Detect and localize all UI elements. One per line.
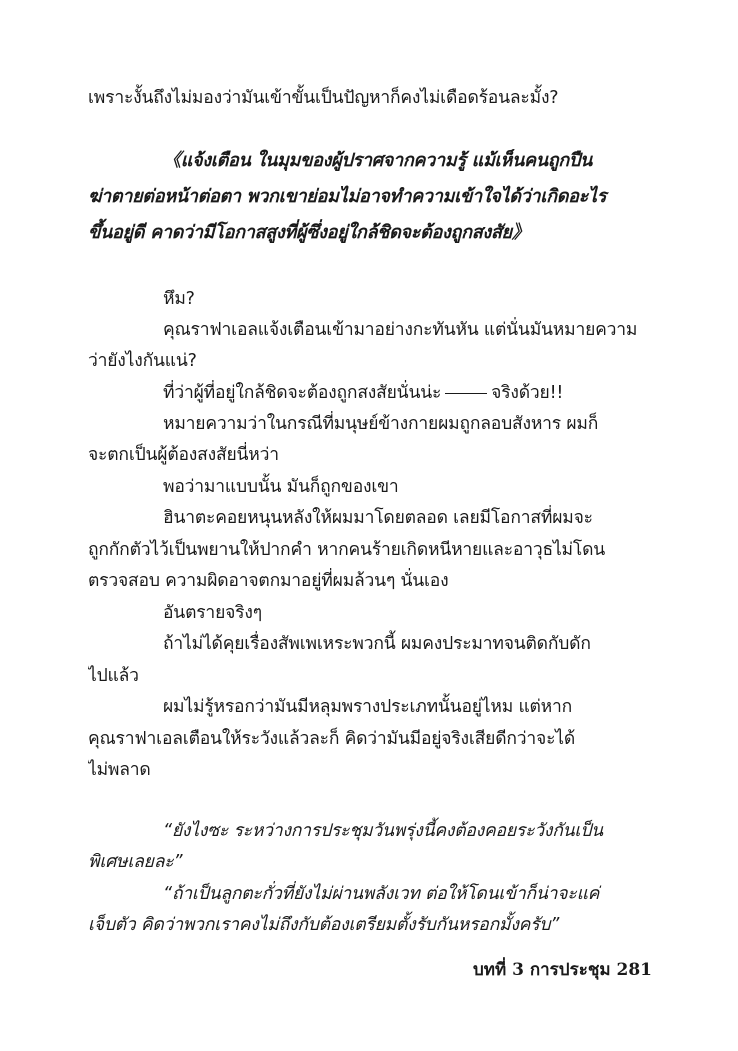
paragraph-line: อันตรายจริงๆ bbox=[163, 603, 262, 623]
paragraph-text: จริงด้วย!! bbox=[491, 383, 564, 403]
system-notice-line: 《แจ้งเตือน ในมุมของผู้ปราศจากความรู้ แม้เห็นคนถูกปืน bbox=[163, 150, 593, 171]
dialogue-line: พิเศษเลยละ” bbox=[88, 852, 183, 872]
paragraph-line: ไปแล้ว bbox=[88, 666, 139, 686]
paragraph-line: ถูกกักตัวไว้เป็นพยานให้ปากคำ หากคนร้ายเกิดหนีหายและอาวุธไม่โดน bbox=[88, 540, 606, 560]
paragraph-line: คุณราฟาเอลแจ้งเตือนเข้ามาอย่างกะทันหัน แต่นั่นมันหมายความ bbox=[163, 320, 638, 340]
paragraph-line: จะตกเป็นผู้ต้องสงสัยนี่หว่า bbox=[88, 445, 279, 465]
system-notice-line: ฆ่าตายต่อหน้าต่อตา พวกเขาย่อมไม่อาจทำความเข้าใจได้ว่าเกิดอะไร bbox=[88, 186, 607, 207]
paragraph-line: ว่ายังไงกันแน่? bbox=[88, 351, 197, 371]
system-notice-line: ขึ้นอยู่ดี คาดว่ามีโอกาสสูงที่ผู้ซึ่งอยู่ใกล้ชิดจะต้องถูกสงสัย》 bbox=[88, 222, 530, 243]
paragraph-line bbox=[163, 378, 650, 408]
paragraph-line: ผมไม่รู้หรอกว่ามันมีหลุมพรางประเภทนั้นอยู่ไหม แต่หาก bbox=[163, 697, 573, 717]
paragraph-line: หึม? bbox=[163, 289, 195, 309]
paragraph-line: หมายความว่าในกรณีที่มนุษย์ข้างกายผมถูกลอบสังหาร ผมก็ bbox=[163, 414, 599, 434]
paragraph-line: ไม่พลาด bbox=[88, 760, 151, 780]
paragraph-text: ที่ว่าผู้ที่อยู่ใกล้ชิดจะต้องถูกสงสัยนั่นน่ะ bbox=[163, 383, 442, 403]
dialogue-line: “ยังไงซะ ระหว่างการประชุมวันพรุ่งนี้คงต้องคอยระวังกันเป็น bbox=[163, 821, 603, 841]
dialogue-line: “ถ้าเป็นลูกตะกั่วที่ยังไม่ผ่านพลังเวท ต่อให้โดนเข้าก็น่าจะแค่ bbox=[163, 884, 600, 904]
paragraph-line: พอว่ามาแบบนั้น มันก็ถูกของเขา bbox=[163, 477, 399, 497]
dialogue-line: เจ็บตัว คิดว่าพวกเราคงไม่ถึงกับต้องเตรียมตั้งรับกันหรอกมั้งครับ” bbox=[88, 915, 560, 935]
paragraph-line: เพราะงั้นถึงไม่มองว่ามันเข้าขั้นเป็นปัญหาก็คงไม่เดือดร้อนละมั้ง? bbox=[88, 88, 559, 108]
paragraph-line: ฮินาตะคอยหนุนหลังให้ผมมาโดยตลอด เลยมีโอกาสที่ผมจะ bbox=[163, 508, 593, 528]
em-dash bbox=[445, 393, 487, 394]
page-footer-running-head: บทที่ 3 การประชุม 281 bbox=[472, 960, 652, 980]
paragraph-line: ถ้าไม่ได้คุยเรื่องสัพเพเหระพวกนี้ ผมคงประมาทจนติดกับดัก bbox=[163, 634, 591, 654]
paragraph-line: คุณราฟาเอลเตือนให้ระวังแล้วละก็ คิดว่ามันมีอยู่จริงเสียดีกว่าจะได้ bbox=[88, 729, 576, 749]
paragraph-line: ตรวจสอบ ความผิดอาจตกมาอยู่ที่ผมล้วนๆ นั่นเอง bbox=[88, 571, 449, 591]
